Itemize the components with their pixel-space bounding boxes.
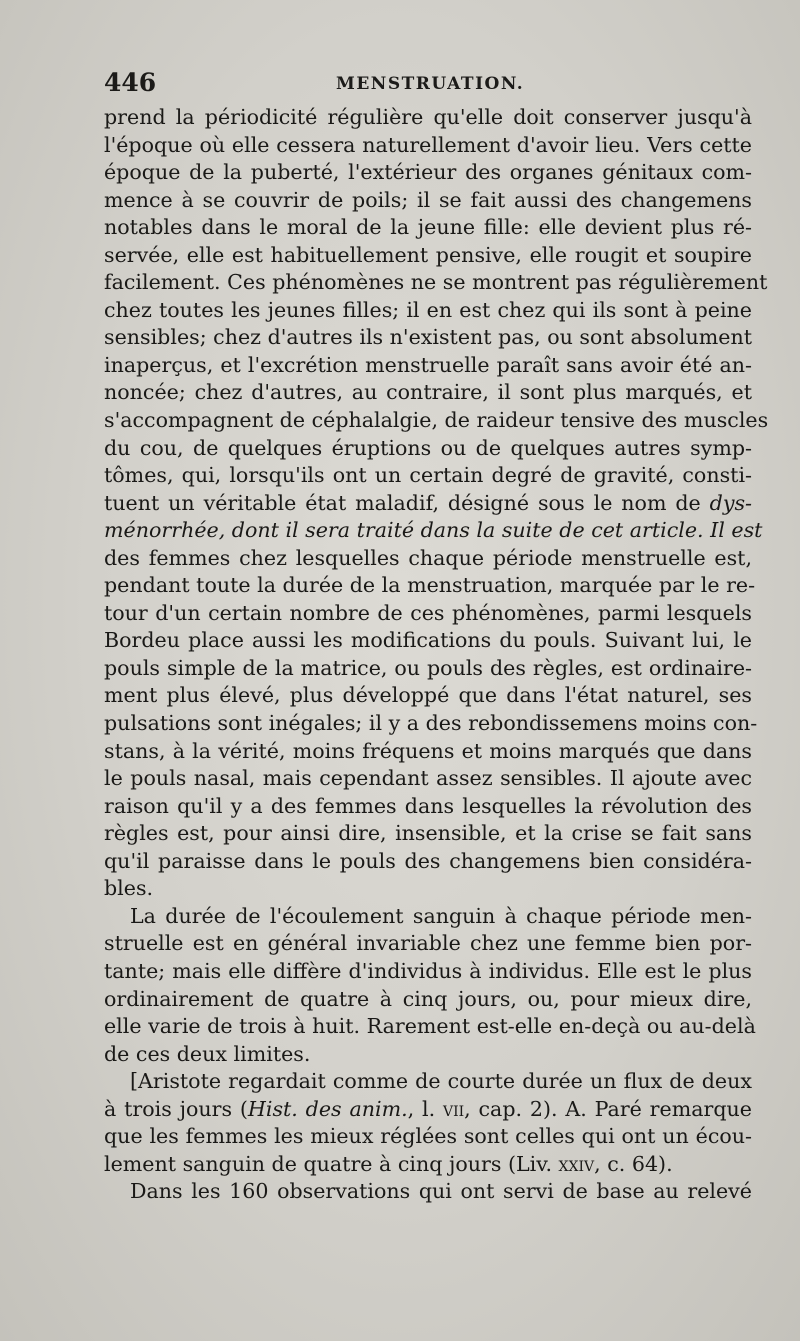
text-line: struelle est en général invariable chez une femme bien por- xyxy=(104,931,752,956)
text-line xyxy=(104,1096,752,1124)
text-line: notables dans le moral de la jeune fille: elle devient plus ré- xyxy=(104,215,752,240)
text-line: elle varie de trois à huit. Rarement est-elle en-deçà ou au-delà xyxy=(104,1014,756,1039)
text-line: époque de la puberté, l'extérieur des organes génitaux com- xyxy=(104,160,752,185)
text-line: stans, à la vérité, moins fréquens et moins marqués que dans xyxy=(104,738,752,763)
text-line: tômes, qui, lorsqu'ils ont un certain degré de gravité, consti- xyxy=(104,463,752,488)
text-line-part: lement sanguin de quatre à cinq jours (Liv. xyxy=(104,1151,559,1176)
text-line: s'accompagnent de céphalalgie, de raideur tensive des muscles xyxy=(104,408,769,433)
text-line: ordinairement de quatre à cinq jours, ou, pour mieux dire, xyxy=(104,986,752,1011)
text-line: raison qu'il y a des femmes dans lesquelles la révolution des xyxy=(104,793,752,818)
text-line: sensibles; chez d'autres ils n'existent pas, ou sont absolument xyxy=(104,325,752,350)
text-line: le pouls nasal, mais cependant assez sensibles. Il ajoute avec xyxy=(104,766,752,791)
text-line-part: tuent un véritable état maladif, désigné sous le nom de xyxy=(104,490,701,515)
roman-numeral: vii xyxy=(442,1096,465,1121)
text-line: des femmes chez lesquelles chaque période menstruelle est, xyxy=(104,545,752,570)
text-line: du cou, de quelques éruptions ou de quelques autres symp- xyxy=(104,435,752,460)
page-header xyxy=(104,68,754,102)
text-line: pulsations sont inégales; il y a des rebondissemens moins con- xyxy=(104,711,758,736)
text-line: facilement. Ces phénomènes ne se montrent pas régulièrement xyxy=(104,270,768,295)
text-line: mence à se couvrir de poils; il se fait aussi des changemens xyxy=(104,187,752,212)
text-line: chez toutes les jeunes filles; il en est chez qui ils sont à peine xyxy=(104,297,752,322)
text-line: pouls simple de la matrice, ou pouls des règles, est ordinaire- xyxy=(104,655,752,680)
text-line: La durée de l'écoulement sanguin à chaque période men- xyxy=(130,903,752,928)
text-line: règles est, pour ainsi dire, insensible, et la crise se fait sans xyxy=(104,821,752,846)
text-line: ment plus élevé, plus développé que dans l'état naturel, ses xyxy=(104,683,752,708)
text-line xyxy=(104,1151,752,1179)
text-line: noncée; chez d'autres, au contraire, il sont plus marqués, et xyxy=(104,380,752,405)
text-line: de ces deux limites. xyxy=(104,1041,311,1066)
text-line-part: , l. xyxy=(407,1096,443,1121)
italic-citation: Hist. des anim. xyxy=(247,1096,408,1121)
text-line-part: , cap. 2). A. Paré remarque xyxy=(464,1096,752,1121)
text-line xyxy=(104,517,763,545)
text-line: Bordeu place aussi les modifications du pouls. Suivant lui, le xyxy=(104,628,752,653)
text-line: prend la périodicité régulière qu'elle doit conserver jusqu'à xyxy=(104,105,752,129)
page-number: 446 xyxy=(104,68,157,97)
running-title: MENSTRUATION. xyxy=(336,74,525,94)
text-line: inaperçus, et l'excrétion menstruelle paraît sans avoir été an- xyxy=(104,352,752,377)
text-line: servée, elle est habituellement pensive, elle rougit et soupire xyxy=(104,242,752,267)
text-line: bles. xyxy=(104,876,154,901)
text-line: tour d'un certain nombre de ces phénomènes, parmi lesquels xyxy=(104,600,752,625)
text-line: l'époque où elle cessera naturellement d'avoir lieu. Vers cette xyxy=(104,132,752,157)
text-line: que les femmes les mieux réglées sont celles qui ont un écou- xyxy=(104,1124,752,1149)
text-line: tante; mais elle diffère d'individus à individus. Elle est le plus xyxy=(104,958,752,983)
body-text xyxy=(104,104,769,1206)
text-line-part: , c. 64). xyxy=(594,1151,673,1176)
text-line: pendant toute la durée de la menstruation, marquée par le re- xyxy=(104,573,756,598)
text-line: qu'il paraisse dans le pouls des changemens bien considéra- xyxy=(104,848,752,873)
text-line: [Aristote regardait comme de courte durée un flux de deux xyxy=(130,1069,752,1094)
text-line-part: à trois jours ( xyxy=(104,1096,248,1121)
italic-term: ménorrhée, dont il sera traité dans la suite de cet article. Il est xyxy=(104,518,763,543)
roman-numeral: xxiv xyxy=(558,1151,595,1176)
text-line xyxy=(104,490,752,518)
italic-term: dys- xyxy=(709,490,752,515)
text-line: Dans les 160 observations qui ont servi de base au relevé xyxy=(130,1179,752,1204)
